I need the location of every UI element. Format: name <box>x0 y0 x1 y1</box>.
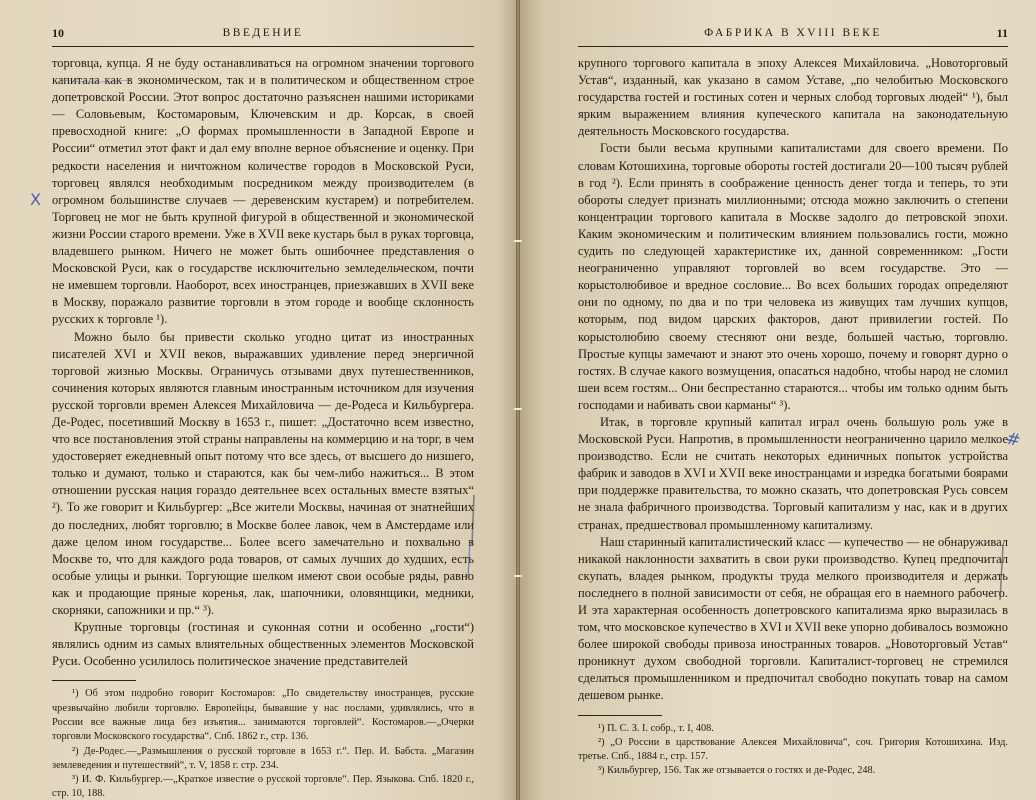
right-header-rule <box>578 46 1008 47</box>
right-paragraph-3: Итак, в торговле крупный капитал играл очень большую роль уже в Московской Руси. Напротив, в промышленности неограниченно царило мелкое производство. Если не считать некоторых единичных попыток устройства фабрик и заводов в XVI и XVII веке иностранцами и изредка богатыми боярами при поддержке правительства, то можно сказать, что допетровская Русь совсем не знала фабричного производства. Торговый капитализм у нас, как и в других странах, предшествовал промышленному капитализму. <box>578 414 1008 532</box>
right-running-head: ФАБРИКА В XVIII ВЕКЕ <box>704 27 882 39</box>
left-running-head: ВВЕДЕНИЕ <box>222 27 304 39</box>
margin-cross-mark: Х <box>30 190 41 209</box>
left-footnote-separator <box>52 680 136 681</box>
right-body-text <box>578 55 1008 705</box>
right-page-header <box>578 26 1008 44</box>
left-page-number: 10 <box>52 26 64 40</box>
left-body-text <box>52 55 474 670</box>
left-footnote-1: ¹) Об этом подробно говорит Костомаров: „По свидетельству иностранцев, русские чрезвычайно любили торговлю. Европейцы, бывавшие у нас послами, удивлялись, что в России все важные лица без изъятия... занимаются торговлей“. Костомаров.—„Очерки торговли Московского государства“. Спб. 1862 г., стр. 136. <box>52 688 474 743</box>
left-paragraph-3: Крупные торговцы (гостиная и суконная сотни и особенно „гости“) являлись одним из самых влиятельных общественных элементов Московской Руси. Особенно усилилось политическое значение представителей <box>52 620 474 669</box>
right-page <box>518 0 1036 800</box>
right-footnote-1: ¹) П. С. З. I. собр., т. I, 408. <box>598 722 714 734</box>
right-paragraph-4: Наш старинный капиталистический класс — купечество — не обнаруживал никакой наклонности захватить в свои руки производство. Купец предпочитал скупать, владея рынком, продукты труда мелкого производителя и держать последнего в полной зависимости от себя, не обращая его в наемного рабочего. И эта характерная особенность допетровского капитализма ярко выразилась в том, что московское купечество в XVI и XVII веке упорно добивалось возможно более широкой свободы привоза иностранных товаров. „Новоторговый Устав“ проникнут духом свободной торговли. Капиталист-торговец не стремился сделаться промышленником и предпочитал свободно покупать товар на самом дешевом рынке. <box>578 534 1008 703</box>
left-page-header <box>52 26 474 44</box>
margin-hash-mark: # <box>1004 428 1023 452</box>
left-footnote-2: ²) Де-Родес.—„Размышления о русской торговле в 1653 г.“. Пер. И. Бабста. „Магазин землеведения и путешествий“, т. V, 1858 г. стр. 234. <box>52 745 474 771</box>
right-footnote-2: ²) „О России в царствование Алексея Михайловича“, соч. Григория Котошихина. Изд. третье. Спб., 1884 г., стр. 157. <box>578 736 1008 763</box>
right-footnote-separator <box>578 715 662 716</box>
right-footnote-3: ³) Кильбургер, 156. Так же отзывается о гостях и де-Родес, 248. <box>598 765 876 777</box>
right-page-number: 11 <box>996 26 1008 40</box>
left-paragraph-1: торговца, купца. Я не буду останавливаться на огромном значении торгового капитала как в экономическом, так и в политическом и общественном строе допетровской России. Этот вопрос достаточно разъяснен нашими историками — Соловьевым, Костомаровым, Ключевским и др. Корсак, в своей превосходной книге: „О формах промышленности в Западной Европе и России“ отметил этот факт и дал ему вполне верное объяснение и оценку. При редкости населения и ничтожном количестве городов в Московской Руси, торговец являлся необходимым посредником между производителем (в огромном большинстве случаев — деревенским кустарем) и потребителем. Торговец не мог не быть крупной фигурой в общественной и экономической жизни России старого времени. Уже в XVII веке кустарь был в руках торговца, владевшего рынком. Ничего не может быть ошибочнее представления о Московской Руси, как о государстве исключительно земледельческом, почти не имевшем торговли. Наоборот, всех иностранцев, приезжавших в XVII веке в Москву, поражало развитие торговли в этом городе и вообще склонность русских к торговле ¹). <box>52 56 474 327</box>
right-paragraph-2: Гости были весьма крупными капиталистами для своего времени. По словам Котошихина, торговые обороты гостей достигали 20—100 тысяч рублей в год ²). Если принять в соображение ценность денег тогда и теперь, то эти обороты следует признать миллионными; отсюда можно заключить о степени концентрации торгового капитала в Москве задолго до петровской эпохи. Каким экономическим и политическим влиянием пользовались гости, можно судить по следующей характеристике их, данной современником: „Гости неограниченно управляют торговлей во всем государстве. Это — корыстолюбивое и вредное сословие... Во всех больших городах определяют они по одному, по два и по три человека из живущих там лучших купцов, которым, под видом царских факторов, дают привилегии гостей. По корыстолюбию своему стесняют они везде, большей частью, торговлю. Простые купцы замечают и знают это очень хорошо, почему и говорят дурно о гостях. В случае какого возмущения, опасаться надобно, чтобы народ не сломил шеи всем гостям... Они беспрестанно стараются... чтобы им только одним быть господами и набивать свои карманы“ ³). <box>578 141 1008 412</box>
right-footnotes <box>578 722 1008 779</box>
left-footnote-3: ³) И. Ф. Кильбургер.—„Краткое известие о русской торговле“. Пер. Языкова. Спб. 1820 г., стр. 10, 188. <box>52 774 474 800</box>
book-spine <box>516 0 520 800</box>
right-paragraph-1: крупного торгового капитала в эпоху Алексея Михайловича. „Новоторговый Устав“, изданный, как указано в самом Уставе, „по челобитью Московского государства гостей и гостиных сотен и черных слобод торговых людей“ ¹), был ярким выражением влияния купеческого капитала на законодательную деятельность Московского государства. <box>578 56 1008 139</box>
left-paragraph-2: Можно было бы привести сколько угодно цитат из иностранных писателей XVI и XVII веков, выражавших удивление перед энергичной торговой жизнью Москвы. Ограничусь отзывами двух путешественников, сочинения которых являются главным иностранным источником для изучения русской торговли времен Алексея Михайловича — де-Родеса и Кильбургера. Де-Родес, посетивший Москву в 1653 г., пишет: „Достаточно всем известно, что все постановления этой страны направлены на коммерцию и на торг, в чем удостоверяет ежедневный опыт потому что все здесь, от высшего до низшего, только и думают, только и стараются, как бы чем-либо нажиться... В этом отношении русская нация гораздо деятельнее всех остальных вместе взятых“ ²). То же говорит и Кильбургер: „Все жители Москвы, начиная от знатнейших до последних, любят торговлю; в Москве более лавок, чем в Амстердаме или даже целом ином государстве... Более всего замечательно и похвально в Москве то, что для каждого рода товаров, от самых лучших до худших, есть особые улицы и рынки. Торгующие шелком имеют свои особые ряды, равно как и продающие пряные коренья, лак, шапочники, оловянщики, медники, скорняки, сапожники и пр.“ ³). <box>52 329 474 617</box>
left-footnotes <box>52 687 474 800</box>
spine-stitch <box>514 240 522 242</box>
left-header-rule <box>52 46 474 47</box>
spine-stitch <box>514 575 522 577</box>
spine-stitch <box>514 408 522 410</box>
